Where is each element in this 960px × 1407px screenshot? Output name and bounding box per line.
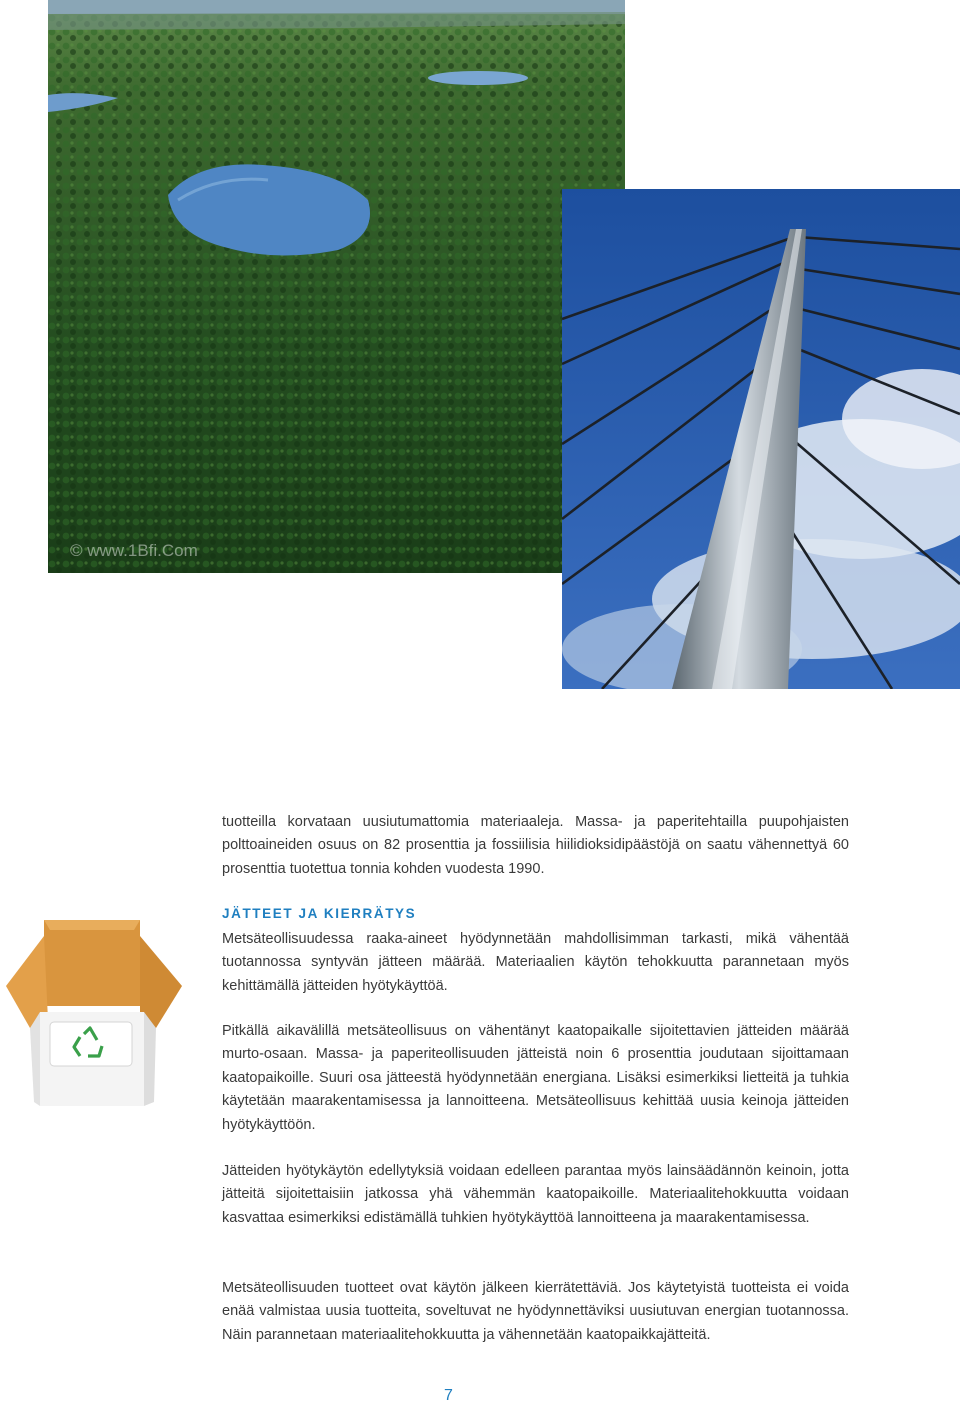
section-heading: JÄTTEET JA KIERRÄTYS	[222, 906, 417, 921]
recycling-box-photo	[4, 916, 184, 1112]
paragraph-4-text: Metsäteollisuuden tuotteet ovat käytön jälkeen kierrätettäviä. Jos käytetyistä tuotteista ei voida enää valmistaa uusia tuotteita, soveltuvat ne hyödynnettäviksi uusiutuvan energian tuotannossa. Näin parannetaan materiaalitehokkuutta ja vähennetään kaatopaikkajätteitä.	[222, 1280, 849, 1343]
intro-text: tuotteilla korvataan uusiutumattomia materiaaleja. Massa- ja paperitehtailla puupohjaisten polttoaineiden osuus on 82 prosenttia ja fossiilisia hiilidioksidipäästöjä on saatu vähennettyä 60 prosenttia tuotettua tonnia kohden vuodesta 1990.	[222, 814, 849, 877]
paragraph-2-text: Pitkällä aikavälillä metsäteollisuus on vähentänyt kaatopaikalle sijoitettavien jätteiden määrää murto-osaan. Massa- ja paperiteollisuuden jätteistä noin 6 prosenttia joudutaan sijoittamaan kaatopaikoille. Suuri osa jätteestä hyödynnetään energiana. Lisäksi esimerkiksi lietteitä ja tuhkia käytetään maarakentamisessa ja lannoitteena. Metsäteollisuus kehittää uusia keinoja jätteiden hyötykäyttöön.	[222, 1023, 849, 1133]
page-number: 7	[444, 1387, 453, 1404]
body-paragraph-2	[222, 1020, 849, 1137]
body-paragraph-4	[222, 1277, 849, 1347]
body-paragraph-3	[222, 1160, 849, 1230]
paragraph-3-text: Jätteiden hyötykäytön edellytyksiä voidaan edelleen parantaa myös lainsäädännön keinoin, jotta jätteitä sijoitettaisiin jatkossa yhä vähemmän kaatopaikoille. Materiaalitehokkuutta voidaan kasvattaa esimerkiksi edistämällä tuhkien hyötykäyttöä lannoitteena ja maarakentamisessa.	[222, 1163, 849, 1226]
forest-lake-photo	[48, 0, 625, 573]
bridge-pylon-photo	[562, 189, 960, 689]
body-paragraph-1	[222, 928, 849, 998]
intro-paragraph	[222, 811, 849, 881]
watermark-text: © www.1Bfi.Com	[70, 541, 198, 560]
paragraph-1-text: Metsäteollisuudessa raaka-aineet hyödynnetään mahdollisimman tarkasti, mikä vähentää tuotannossa syntyvän jätteen määrää. Materiaalien käytön tehokkuutta parannetaan myös kehittämällä jätteiden hyötykäyttöä.	[222, 931, 849, 994]
